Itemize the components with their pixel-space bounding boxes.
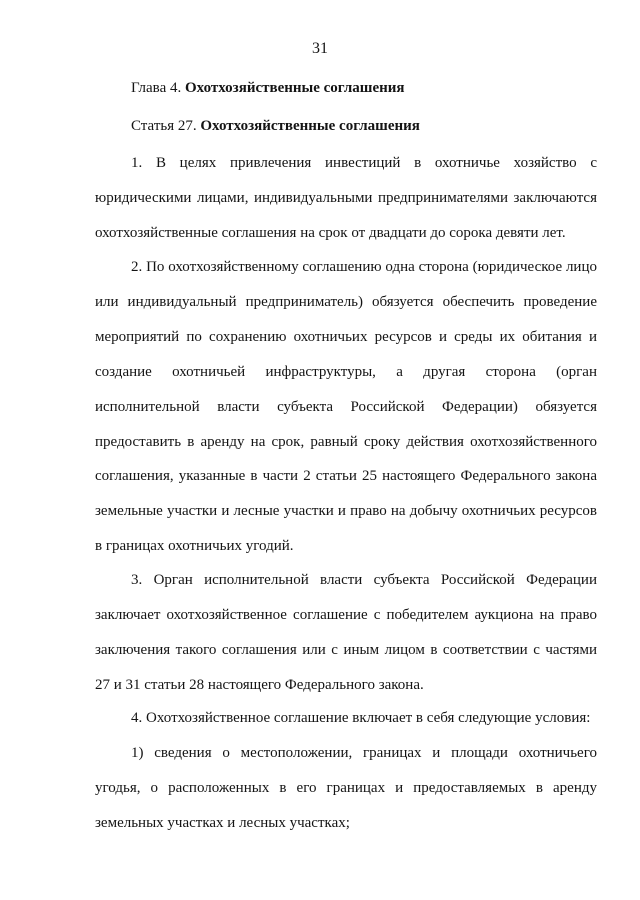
chapter-prefix: Глава 4. — [131, 80, 182, 96]
paragraph-1-text: 1. В целях привлечения инвестиций в охотничье хозяйство с юридическими лицами, индивидуальными предпринимателями заключаются охотхозяйственные соглашения на срок от двадцати до сорока девяти лет. — [95, 155, 597, 241]
paragraph-5-text: 1) сведения о местоположении, границах и площади охотничьего угодья, о расположенных в его границах и предоставляемых в аренду земельных участках и лесных участках; — [95, 745, 597, 831]
paragraph-2 — [95, 250, 597, 564]
paragraph-5 — [95, 736, 597, 841]
chapter-heading — [131, 80, 405, 97]
paragraph-4-text: 4. Охотхозяйственное соглашение включает в себя следующие условия: — [131, 710, 591, 726]
article-heading — [131, 118, 420, 135]
page-number: 31 — [312, 40, 328, 57]
paragraph-4 — [95, 701, 615, 736]
paragraph-2-text: 2. По охотхозяйственному соглашению одна сторона (юридическое лицо или индивидуальный предприниматель) обязуется обеспечить проведение мероприятий по сохранению охотничьих ресурсов и среды их обитания и создание охотничьей инфраструктуры, а другая сторона (орган исполнительной власти субъекта Российской Федерации) обязуется предоставить в аренду на срок, равный сроку действия охотхозяйственного соглашения, указанные в части 2 статьи 25 настоящего Федерального закона земельные участки и лесные участки и право на добычу охотничьих ресурсов в границах охотничьих угодий. — [95, 259, 597, 555]
paragraph-1 — [95, 146, 597, 251]
paragraph-3 — [95, 563, 597, 703]
paragraph-3-text: 3. Орган исполнительной власти субъекта Российской Федерации заключает охотхозяйственное соглашение с победителем аукциона на право заключения такого соглашения или с иным лицом в соответствии с частями 27 и 31 статьи 28 настоящего Федерального закона. — [95, 572, 597, 693]
chapter-title: Охотхозяйственные соглашения — [184, 80, 405, 96]
article-title: Охотхозяйственные соглашения — [200, 118, 420, 134]
article-prefix: Статья 27. — [131, 118, 197, 134]
